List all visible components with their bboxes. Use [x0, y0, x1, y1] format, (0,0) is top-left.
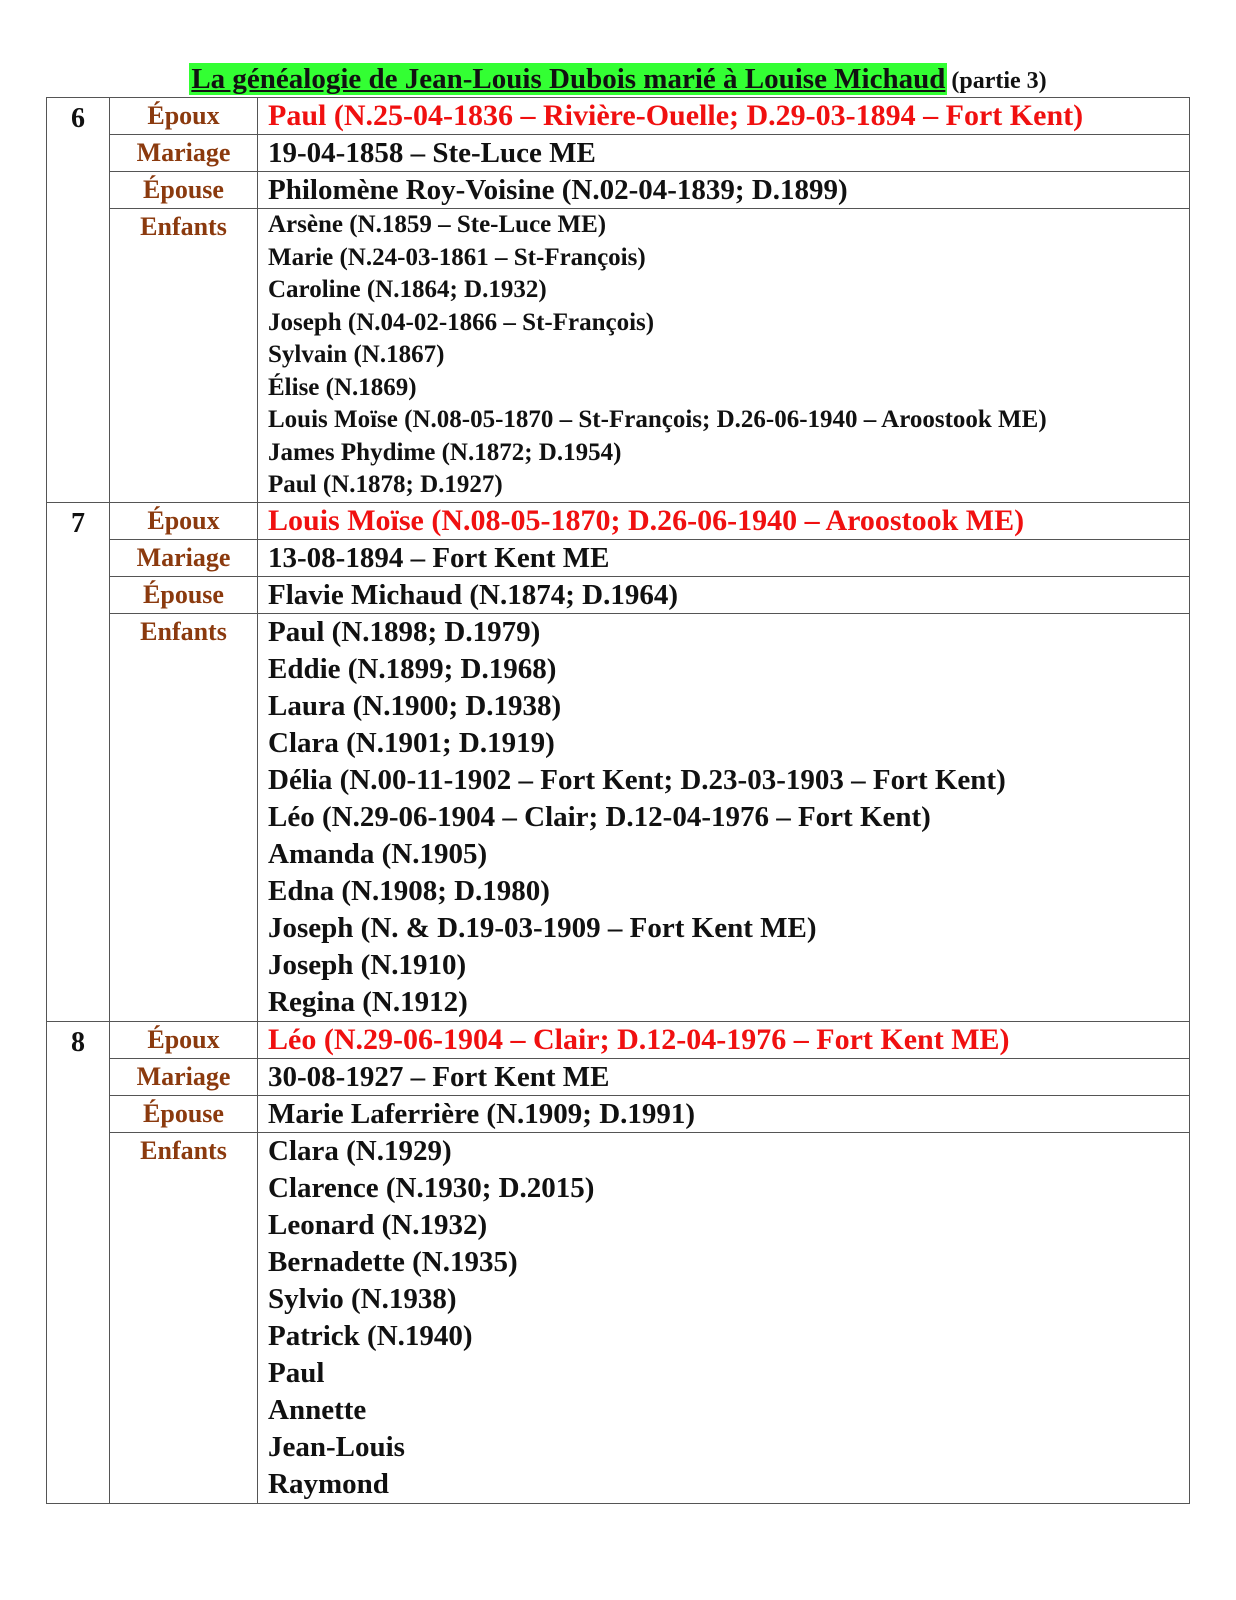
child-entry: Joseph (N. & D.19-03-1909 – Fort Kent ME) [268, 911, 817, 944]
gen8-epoux: Léo (N.29-06-1904 – Clair; D.12-04-1976 – Fort Kent ME) [258, 1021, 1190, 1058]
child-entry: Délia (N.00-11-1902 – Fort Kent; D.23-03-1903 – Fort Kent) [268, 763, 1006, 796]
gen7-epoux-row [47, 502, 1190, 539]
gen6-enfants-row [47, 209, 1190, 503]
gen7-mariage: 13-08-1894 – Fort Kent ME [258, 539, 1190, 576]
gen8-epouse: Marie Laferrière (N.1909; D.1991) [258, 1095, 1190, 1132]
child-entry: Joseph (N.04-02-1866 – St-François) [268, 308, 655, 336]
gen6-epoux-label: Époux [110, 98, 258, 135]
title-part: (partie 3) [951, 68, 1047, 94]
gen6-enfants-label: Enfants [110, 209, 258, 503]
gen8-enfants-label: Enfants [110, 1132, 258, 1503]
child-entry: Élise (N.1869) [268, 373, 417, 401]
child-entry: Paul (N.1878; D.1927) [268, 471, 503, 498]
child-entry: James Phydime (N.1872; D.1954) [268, 438, 622, 466]
child-entry: Paul [268, 1356, 325, 1389]
gen7-enfants-list [258, 613, 1190, 1021]
gen6-epoux-row [47, 98, 1190, 135]
child-entry: Caroline (N.1864; D.1932) [268, 276, 547, 303]
gen8-mariage-row [47, 1058, 1190, 1095]
child-entry: Edna (N.1908; D.1980) [268, 874, 550, 907]
child-entry: Arsène (N.1859 – Ste-Luce ME) [268, 211, 607, 238]
child-entry: Annette [268, 1393, 367, 1426]
gen6-epouse-row [47, 172, 1190, 209]
child-entry: Léo (N.29-06-1904 – Clair; D.12-04-1976 – Fort Kent) [268, 800, 931, 833]
gen7-epouse-label: Épouse [110, 576, 258, 613]
gen8-epoux-row [47, 1021, 1190, 1058]
gen7-epoux: Louis Moïse (N.08-05-1870; D.26-06-1940 – Aroostook ME) [258, 502, 1190, 539]
gen7-epouse: Flavie Michaud (N.1874; D.1964) [258, 576, 1190, 613]
child-entry: Paul (N.1898; D.1979) [268, 615, 541, 648]
gen6-epouse-label: Épouse [110, 172, 258, 209]
child-entry: Laura (N.1900; D.1938) [268, 689, 562, 722]
gen8-enfants-row [47, 1132, 1190, 1503]
child-entry: Bernadette (N.1935) [268, 1245, 518, 1278]
title-main: La généalogie de Jean-Louis Dubois marié à Louise Michaud [191, 63, 946, 95]
gen6-number: 6 [47, 98, 110, 503]
gen6-mariage-label: Mariage [110, 135, 258, 172]
child-entry: Eddie (N.1899; D.1968) [268, 652, 557, 685]
child-entry: Louis Moïse (N.08-05-1870 – St-François; D.26-06-1940 – Aroostook ME) [268, 406, 1047, 433]
child-entry: Clara (N.1901; D.1919) [268, 726, 555, 759]
gen6-epouse: Philomène Roy-Voisine (N.02-04-1839; D.1899) [258, 172, 1190, 209]
child-entry: Raymond [268, 1467, 389, 1500]
gen8-mariage: 30-08-1927 – Fort Kent ME [258, 1058, 1190, 1095]
gen7-epouse-row [47, 576, 1190, 613]
child-entry: Jean-Louis [268, 1430, 405, 1463]
genealogy-table [46, 97, 1190, 1504]
gen8-mariage-label: Mariage [110, 1058, 258, 1095]
gen6-mariage: 19-04-1858 – Ste-Luce ME [258, 135, 1190, 172]
gen7-enfants-row [47, 613, 1190, 1021]
child-entry: Joseph (N.1910) [268, 948, 467, 981]
child-entry: Amanda (N.1905) [268, 837, 488, 870]
child-entry: Leonard (N.1932) [268, 1208, 488, 1241]
gen7-enfants-label: Enfants [110, 613, 258, 1021]
gen6-mariage-row [47, 135, 1190, 172]
gen8-epoux-label: Époux [110, 1021, 258, 1058]
child-entry: Marie (N.24-03-1861 – St-François) [268, 243, 646, 271]
gen6-epoux: Paul (N.25-04-1836 – Rivière-Ouelle; D.29-03-1894 – Fort Kent) [258, 98, 1190, 135]
child-entry: Sylvain (N.1867) [268, 341, 445, 368]
child-entry: Sylvio (N.1938) [268, 1282, 457, 1315]
gen7-number: 7 [47, 502, 110, 1021]
gen8-number: 8 [47, 1021, 110, 1503]
child-entry: Regina (N.1912) [268, 985, 468, 1018]
gen7-mariage-row [47, 539, 1190, 576]
gen7-mariage-label: Mariage [110, 539, 258, 576]
gen7-epoux-label: Époux [110, 502, 258, 539]
gen6-enfants-list [258, 209, 1190, 503]
gen8-enfants-list [258, 1132, 1190, 1503]
gen8-epouse-row [47, 1095, 1190, 1132]
child-entry: Patrick (N.1940) [268, 1319, 473, 1352]
gen8-epouse-label: Épouse [110, 1095, 258, 1132]
child-entry: Clara (N.1929) [268, 1134, 452, 1167]
child-entry: Clarence (N.1930; D.2015) [268, 1171, 595, 1204]
